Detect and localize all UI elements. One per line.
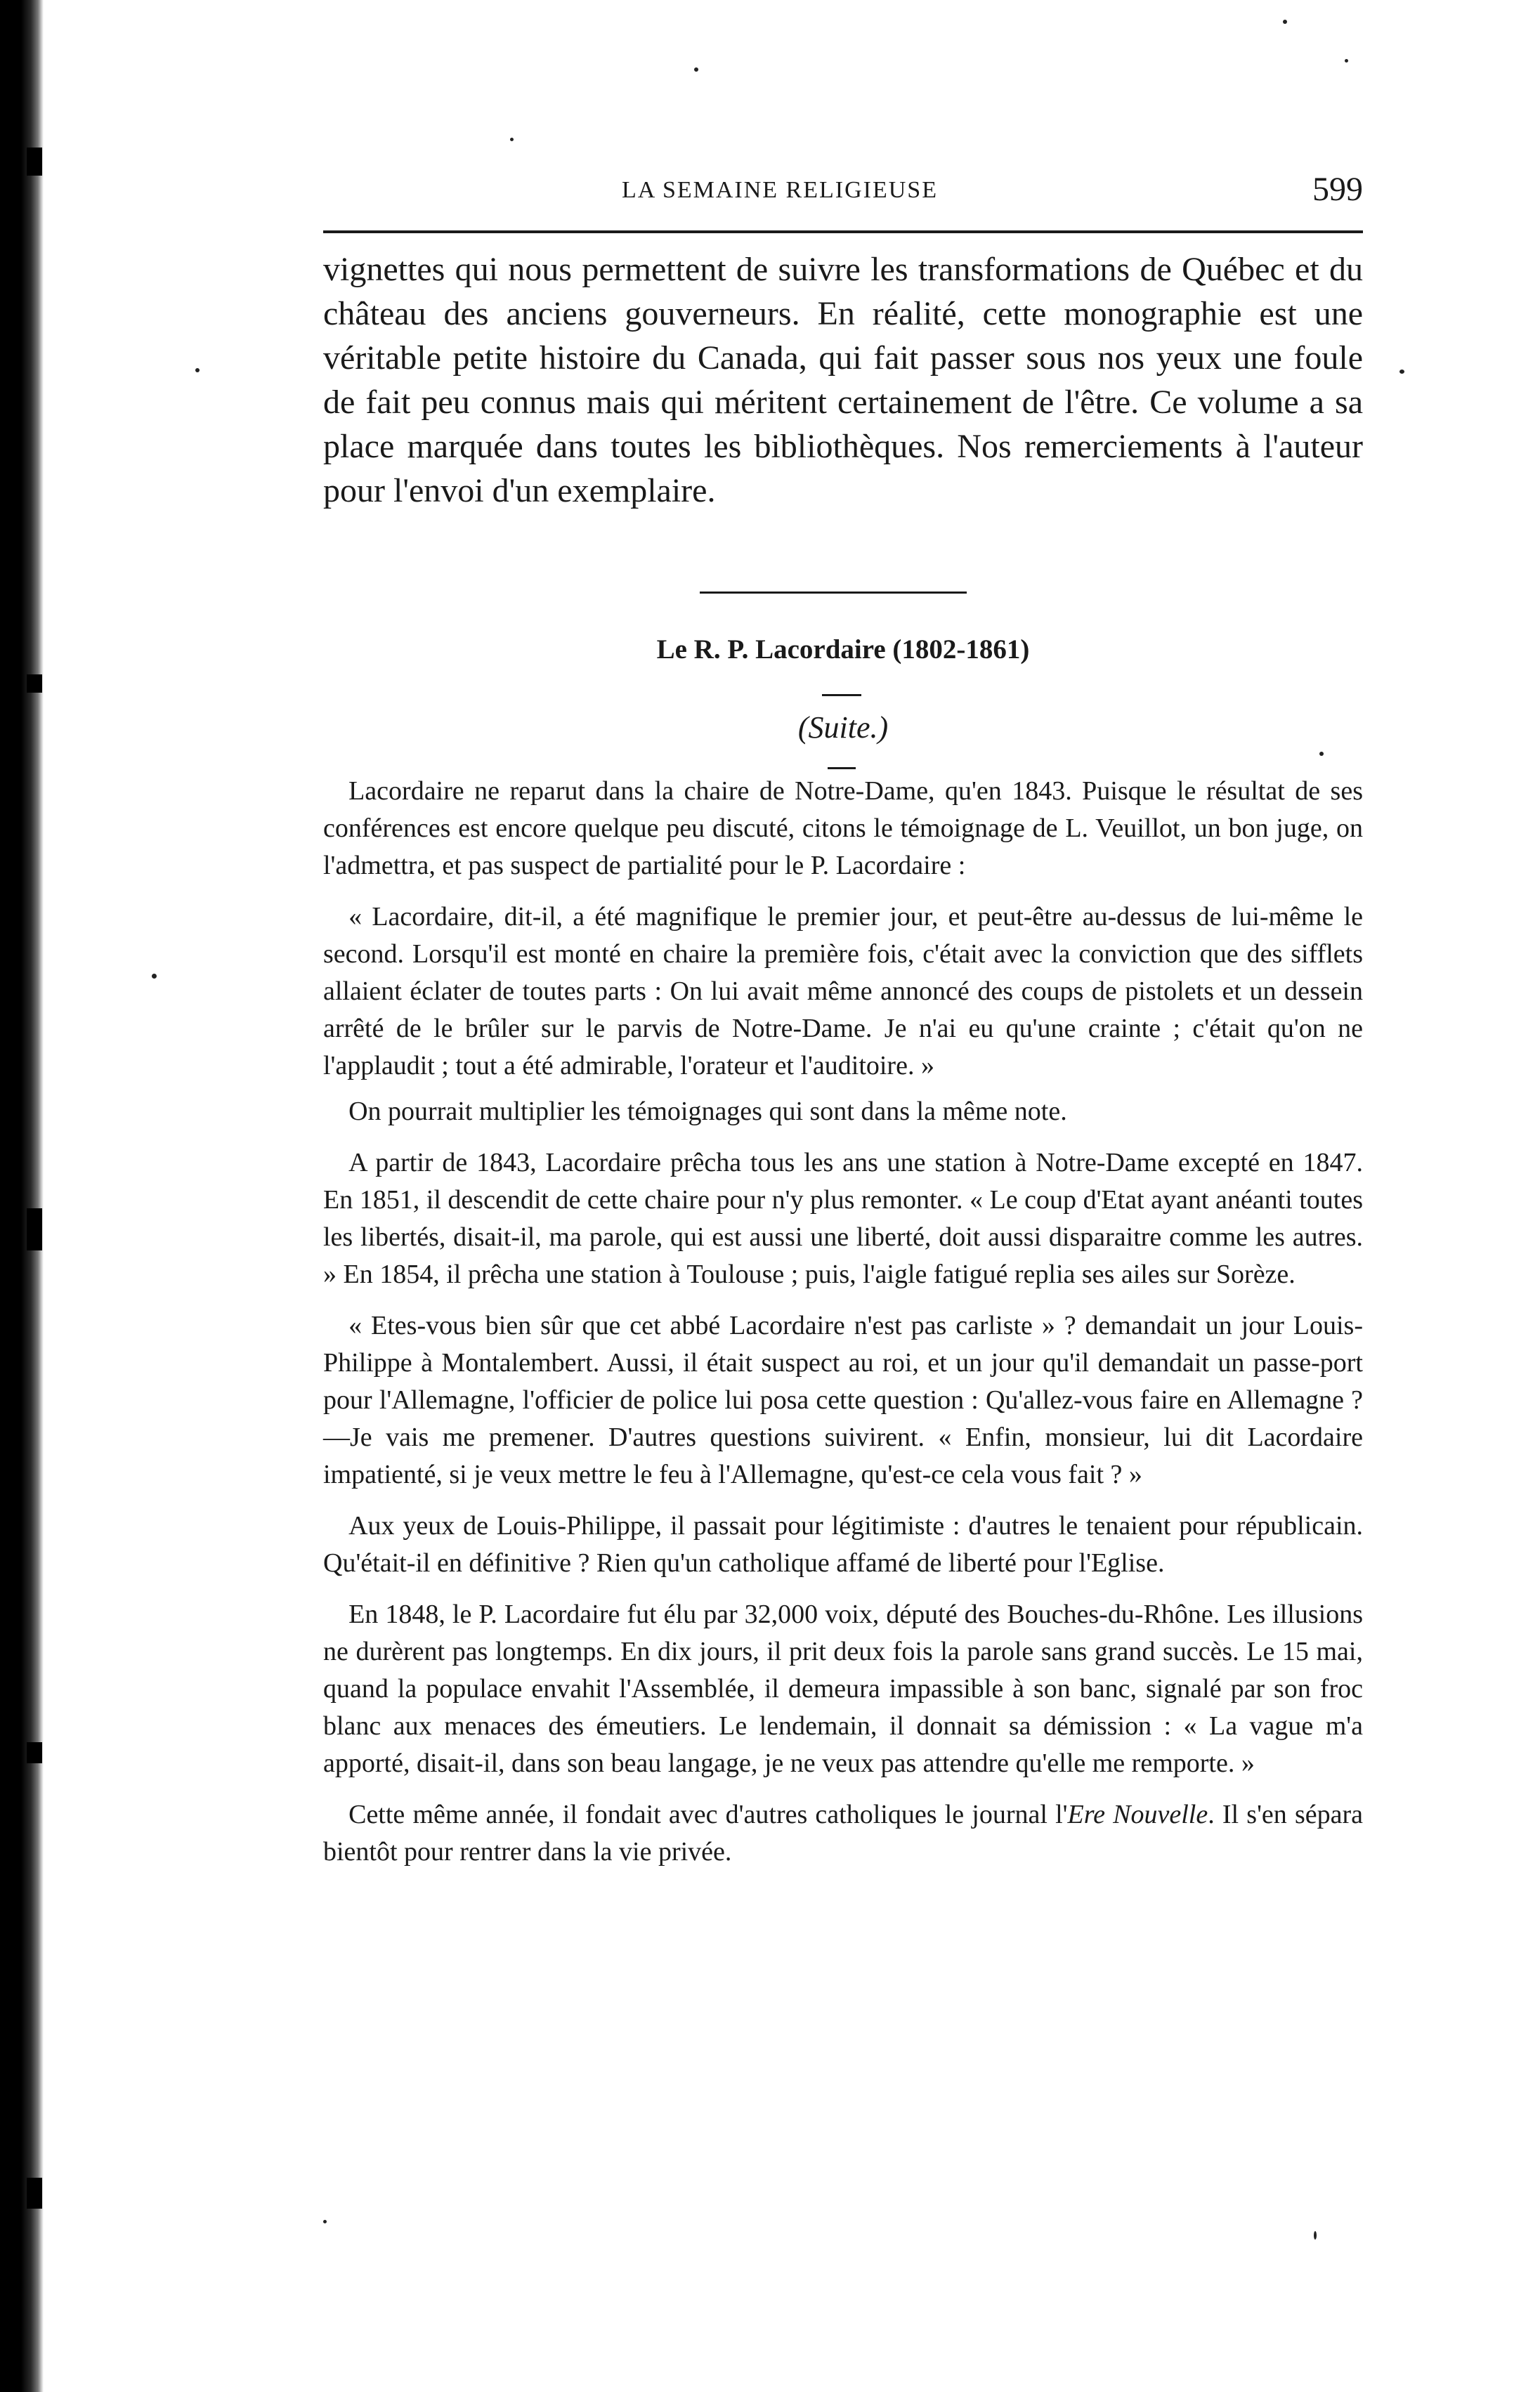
scan-speck <box>1319 752 1324 756</box>
scan-speck <box>510 138 514 141</box>
article-paragraph: « Etes-vous bien sûr que cet abbé Lacordaire n'est pas carliste » ? demandait un jour Louis-Philippe à Montalembert. Aussi, il était suspect au roi, et un jour qu'il demandait un passe-port pour l'Allemagne, l'officier de police lui posa cette question : Qu'allez-vous faire en Allemagne ?—Je vais me premener. D'autres questions suivirent. « Enfin, monsieur, lui dit Lacordaire impatienté, si je veux mettre le feu à l'Allemagne, qu'est-ce cela vous fait ? » <box>323 1311 1363 1489</box>
scan-speck <box>1283 20 1287 24</box>
journal-title: Ere Nouvelle <box>1067 1800 1208 1829</box>
section-divider <box>700 592 967 594</box>
scan-speck <box>1345 59 1348 63</box>
intro-paragraph: vignettes qui nous permettent de suivre les transformations de Québec et du château des anciens gouverneurs. En réalité, cette monographie est une véritable petite histoire du Canada, qui fait passer sous nos yeux une foule de fait peu connus mais qui méritent certainement de l'être. Ce volume a sa place marquée dans toutes les bibliothèques. Nos remerciements à l'auteur pour l'envoi d'un exemplaire. <box>323 251 1363 509</box>
article-title: Le R. P. Lacordaire (1802-1861) <box>656 634 1030 665</box>
article-paragraph: On pourrait multiplier les témoignages qui sont dans la même note. <box>348 1097 1067 1126</box>
article-paragraph: Lacordaire ne reparut dans la chaire de Notre-Dame, qu'en 1843. Puisque le résultat de ses conférences est encore quelque peu discuté, citons le témoignage de L. Veuillot, un bon juge, on l'admettra, et pas suspect de partialité pour le P. Lacordaire : <box>323 776 1363 880</box>
page-number: 599 <box>1312 171 1363 208</box>
scan-speck <box>1399 370 1404 374</box>
scan-speck <box>152 974 157 979</box>
article-paragraph: En 1848, le P. Lacordaire fut élu par 32,000 voix, député des Bouches-du-Rhône. Les illusions ne durèrent pas longtemps. En dix jours, il prit deux fois la parole sans grand succès. Le 15 mai, quand la populace envahit l'Assemblée, il demeura impassible à son banc, signalé par son froc blanc aux menaces des émeutiers. Le lendemain, il donnait sa démission : « La vague m'a apporté, disait-il, dans son beau langage, je ne veux pas attendre qu'elle me remporte. » <box>323 1600 1363 1778</box>
article-paragraph: Aux yeux de Louis-Philippe, il passait pour légitimiste : d'autres le tenaient pour républicain. Qu'était-il en définitive ? Rien qu'un catholique affamé de liberté pour l'Eglise. <box>323 1511 1363 1578</box>
paragraph-text: Cette même année, il fondait avec d'autres catholiques le journal l' <box>348 1800 1068 1829</box>
article-body <box>323 773 1363 1885</box>
paragraph-text: . Il s'en sépara bientôt pour rentrer dans la vie privée. <box>323 1800 1363 1867</box>
scan-speck <box>694 67 698 72</box>
continuation-label: (Suite.) <box>797 710 889 745</box>
scan-speck <box>1314 2231 1317 2240</box>
running-title: LA SEMAINE RELIGIEUSE <box>622 177 938 203</box>
title-rule <box>822 694 861 696</box>
running-head <box>323 171 1363 218</box>
article-paragraph <box>323 1796 1363 1871</box>
scan-speck <box>195 368 200 372</box>
article-paragraph: A partir de 1843, Lacordaire prêcha tous les ans une station à Notre-Dame excepté en 1847. En 1851, il descendit de cette chaire pour n'y plus remonter. « Le coup d'Etat ayant anéanti toutes les libertés, disait-il, ma parole, qui est aussi une liberté, doit aussi disparaitre comme les autres. » En 1854, il prêcha une station à Toulouse ; puis, l'aigle fatigué replia ses ailes sur Sorèze. <box>323 1148 1363 1289</box>
scan-speck <box>323 2220 327 2223</box>
veuillot-quote: « Lacordaire, dit-il, a été magnifique le premier jour, et peut-être au-dessus de lui-même le second. Lorsqu'il est monté en chaire la première fois, c'était avec la conviction que des sifflets allaient éclater de toutes parts : On lui avait même annoncé des coups de pistolets et un dessein arrêté de le brûler sur le parvis de Notre-Dame. Je n'ai eu qu'une crainte ; c'était qu'on ne l'applaudit ; tout a été admirable, l'orateur et l'auditoire. » <box>323 902 1363 1080</box>
continuation-rule <box>828 767 856 769</box>
scan-binding-edge <box>0 0 44 2392</box>
header-rule <box>323 230 1363 233</box>
